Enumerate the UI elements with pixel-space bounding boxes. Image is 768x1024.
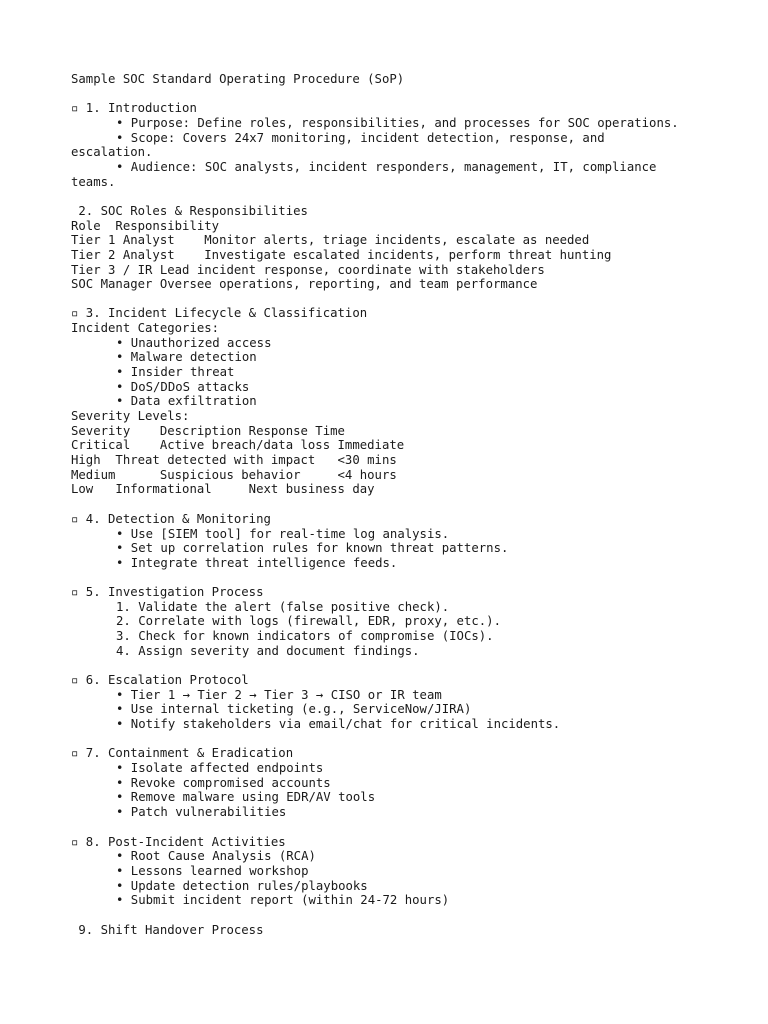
category-item: • Unauthorized access [116, 336, 272, 350]
post-incident-item: • Root Cause Analysis (RCA) [116, 849, 316, 863]
severity-label: Severity Levels: [71, 409, 190, 423]
section-8-heading: ▫ 8. Post-Incident Activities [71, 835, 286, 849]
detection-item: • Integrate threat intelligence feeds. [116, 556, 398, 570]
section-6-heading: ▫ 6. Escalation Protocol [71, 673, 249, 687]
category-item: • Data exfiltration [116, 394, 257, 408]
category-item: • Malware detection [116, 350, 257, 364]
section-5-heading: ▫ 5. Investigation Process [71, 585, 264, 599]
roles-table-row: SOC Manager Oversee operations, reporting, and team performance [71, 277, 538, 291]
investigation-step: 3. Check for known indicators of compromise (IOCs). [116, 629, 494, 643]
post-incident-item: • Submit incident report (within 24-72 hours) [116, 893, 450, 907]
escalation-item: • Notify stakeholders via email/chat for critical incidents. [116, 717, 561, 731]
escalation-item: • Tier 1 → Tier 2 → Tier 3 → CISO or IR team [116, 688, 442, 702]
severity-table-row: Low Informational Next business day [71, 482, 375, 496]
intro-purpose: • Purpose: Define roles, responsibilities, and processes for SOC operations. [116, 116, 679, 130]
section-9-heading: 9. Shift Handover Process [71, 923, 264, 937]
section-1-heading: ▫ 1. Introduction [71, 101, 197, 115]
containment-item: • Remove malware using EDR/AV tools [116, 790, 376, 804]
roles-table-row: Tier 3 / IR Lead incident response, coordinate with stakeholders [71, 263, 545, 277]
section-2-heading: 2. SOC Roles & Responsibilities [71, 204, 308, 218]
category-item: • Insider threat [116, 365, 235, 379]
categories-label: Incident Categories: [71, 321, 220, 335]
section-4-heading: ▫ 4. Detection & Monitoring [71, 512, 271, 526]
severity-table-row: Medium Suspicious behavior <4 hours [71, 468, 397, 482]
roles-table-row: Tier 1 Analyst Monitor alerts, triage incidents, escalate as needed [71, 233, 590, 247]
detection-item: • Set up correlation rules for known threat patterns. [116, 541, 509, 555]
escalation-item: • Use internal ticketing (e.g., ServiceNow/JIRA) [116, 702, 472, 716]
section-7-heading: ▫ 7. Containment & Eradication [71, 746, 294, 760]
severity-table-row: High Threat detected with impact <30 mins [71, 453, 397, 467]
post-incident-item: • Lessons learned workshop [116, 864, 309, 878]
investigation-step: 1. Validate the alert (false positive check). [116, 600, 450, 614]
intro-audience: • Audience: SOC analysts, incident responders, management, IT, compliance [116, 160, 657, 174]
intro-scope: • Scope: Covers 24x7 monitoring, incident detection, response, and [116, 131, 605, 145]
section-3-heading: ▫ 3. Incident Lifecycle & Classification [71, 306, 368, 320]
containment-item: • Patch vulnerabilities [116, 805, 287, 819]
severity-table-header: Severity Description Response Time [71, 424, 345, 438]
intro-audience-continued: teams. [71, 175, 116, 189]
containment-item: • Revoke compromised accounts [116, 776, 331, 790]
intro-scope-continued: escalation. [71, 145, 153, 159]
severity-table-row: Critical Active breach/data loss Immediate [71, 438, 405, 452]
roles-table-header: Role Responsibility [71, 219, 220, 233]
detection-item: • Use [SIEM tool] for real-time log analysis. [116, 527, 450, 541]
investigation-step: 2. Correlate with logs (firewall, EDR, proxy, etc.). [116, 614, 501, 628]
document-title: Sample SOC Standard Operating Procedure (SoP) [71, 72, 405, 86]
roles-table-row: Tier 2 Analyst Investigate escalated incidents, perform threat hunting [71, 248, 612, 262]
investigation-step: 4. Assign severity and document findings. [116, 644, 420, 658]
category-item: • DoS/DDoS attacks [116, 380, 250, 394]
post-incident-item: • Update detection rules/playbooks [116, 879, 368, 893]
containment-item: • Isolate affected endpoints [116, 761, 324, 775]
